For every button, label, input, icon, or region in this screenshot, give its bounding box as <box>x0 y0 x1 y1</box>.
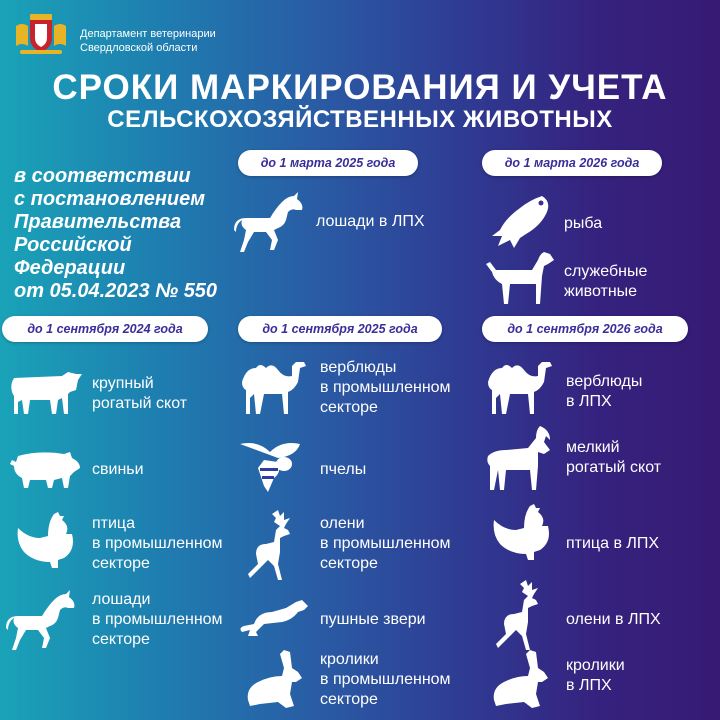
organization-name <box>80 27 216 55</box>
goat-icon <box>484 426 556 492</box>
item-label: верблюды в промышленном секторе <box>320 359 451 416</box>
org-line1: Департамент ветеринарии <box>80 28 216 40</box>
bee-icon <box>238 438 302 494</box>
deadline-mar2026: до 1 марта 2026 года <box>482 150 662 176</box>
decree-line: с постановлением <box>14 188 206 210</box>
item-label: птица в ЛПХ <box>566 535 660 552</box>
pig-icon <box>10 450 82 490</box>
fish-icon <box>486 192 552 250</box>
item-label: кролики в промышленном секторе <box>320 651 451 708</box>
decree-line: Российской <box>14 234 132 256</box>
coat-of-arms-icon <box>12 12 70 56</box>
decree-line: Правительства <box>14 211 182 233</box>
item-label: пчелы <box>320 461 367 478</box>
decree-line: от 05.04.2023 № 550 <box>14 280 218 302</box>
cow-icon <box>10 370 84 416</box>
item-label: олени в промышленном секторе <box>320 515 451 572</box>
decree-text <box>14 165 217 303</box>
item-label: крупный рогатый скот <box>92 375 188 412</box>
item-label: лошади в ЛПХ <box>316 213 425 230</box>
deadline-sep2026: до 1 сентября 2026 года <box>482 316 688 342</box>
item-label: кролики в ЛПХ <box>566 657 625 694</box>
deer-icon <box>244 508 300 582</box>
decree-line: Федерации <box>14 257 126 279</box>
page-subtitle: СЕЛЬСКОХОЗЯЙСТВЕННЫХ ЖИВОТНЫХ <box>107 106 613 133</box>
camel-icon <box>484 358 554 416</box>
deer-icon <box>492 578 548 652</box>
camel-icon <box>238 358 308 416</box>
hen-icon <box>14 512 76 570</box>
org-line2: Свердловской области <box>80 42 198 54</box>
item-label: рыба <box>564 215 603 232</box>
deadline-sep2024: до 1 сентября 2024 года <box>2 316 208 342</box>
item-label: служебные животные <box>564 263 648 300</box>
horse-icon <box>6 588 78 652</box>
hen-icon <box>490 504 552 562</box>
item-label: птица в промышленном секторе <box>92 515 223 572</box>
item-label: мелкий рогатый скот <box>566 439 662 476</box>
ferret-icon <box>238 598 310 638</box>
dog-icon <box>486 250 556 306</box>
item-label: верблюды в ЛПХ <box>566 373 643 410</box>
item-label: пушные звери <box>320 611 426 628</box>
item-label: свиньи <box>92 461 144 478</box>
rabbit-icon <box>490 650 552 710</box>
rabbit-icon <box>244 650 306 710</box>
deadline-sep2025: до 1 сентября 2025 года <box>238 316 442 342</box>
decree-line: в соответствии <box>14 165 191 187</box>
item-label: олени в ЛПХ <box>566 611 661 628</box>
page-title: СРОКИ МАРКИРОВАНИЯ И УЧЕТА <box>52 68 668 107</box>
horse-icon <box>234 190 306 254</box>
deadline-mar2025: до 1 марта 2025 года <box>238 150 418 176</box>
item-label: лошади в промышленном секторе <box>92 591 223 648</box>
